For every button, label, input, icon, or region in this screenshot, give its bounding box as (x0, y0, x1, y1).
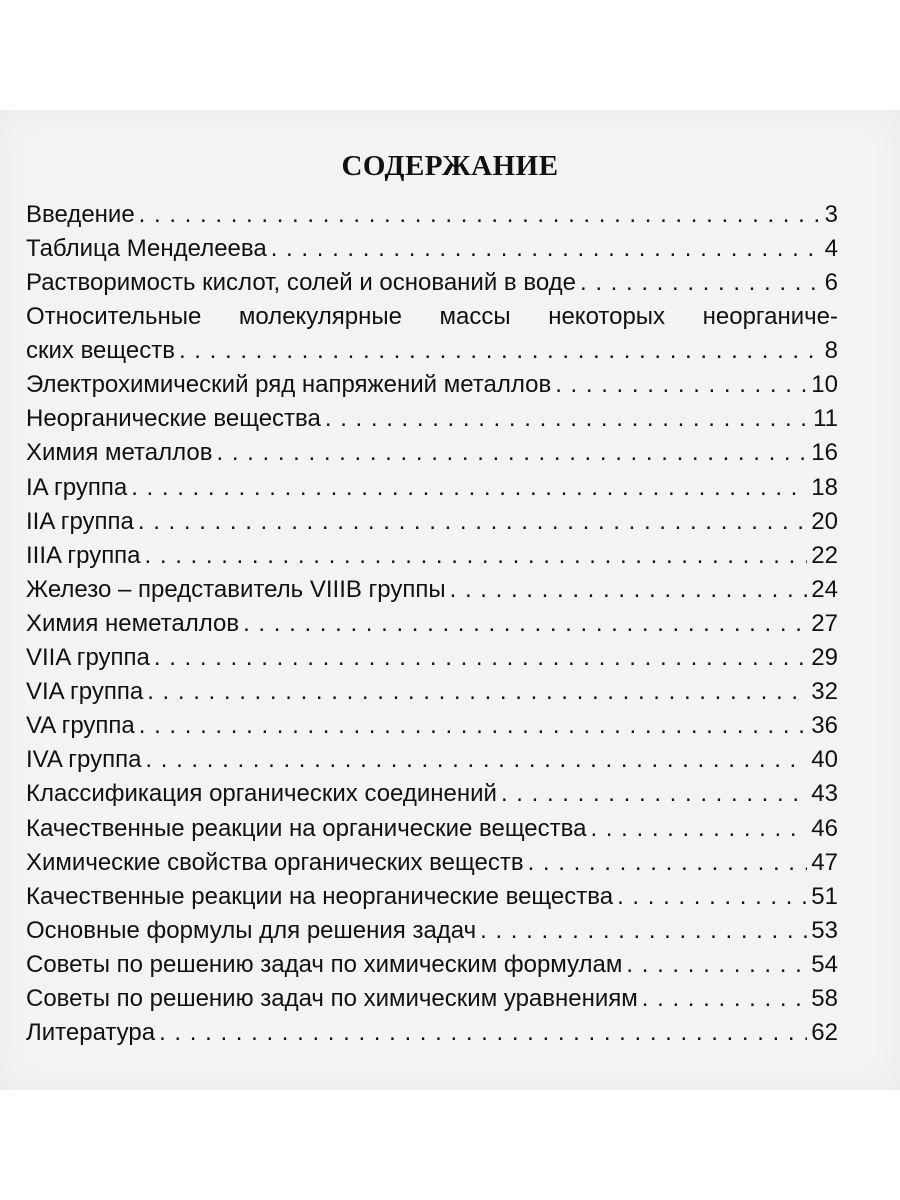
toc-page-number: 4 (824, 235, 838, 263)
dot-leader (626, 948, 807, 982)
toc-page-number: 62 (811, 1019, 838, 1047)
dot-leader (325, 402, 809, 436)
dot-leader (243, 607, 807, 641)
toc-page-number: 46 (811, 814, 838, 842)
toc-entry (26, 368, 838, 402)
toc-entry-label: IVA группа (26, 746, 142, 774)
toc-entry-label: IIA группа (26, 507, 134, 535)
toc-entry-label: Растворимость кислот, солей и оснований в воде (26, 269, 576, 297)
toc-page-number: 36 (811, 712, 838, 740)
toc-entry-label: Качественные реакции на неорганические вещества (26, 882, 614, 910)
toc-page-number: 47 (811, 848, 838, 876)
toc-entry-label: IA группа (26, 473, 128, 501)
dot-leader (216, 436, 807, 470)
toc-entry (26, 812, 838, 846)
toc-entry-label: Литература (26, 1019, 156, 1047)
toc-entry-label: Советы по решению задач по химическим уравнениям (26, 984, 638, 1012)
toc-entry-label: Советы по решению задач по химическим формулам (26, 950, 623, 978)
toc-entry-label: IIIA группа (26, 541, 141, 569)
dot-leader (145, 539, 808, 573)
dot-leader (139, 709, 808, 743)
dot-leader (271, 232, 821, 266)
toc-entry (26, 436, 838, 470)
toc-entry-label: VA группа (26, 712, 135, 740)
toc-page-number: 58 (811, 984, 838, 1012)
table-of-contents (26, 198, 838, 1050)
toc-entry (26, 607, 838, 641)
toc-page-number: 8 (824, 337, 838, 365)
toc-entry (26, 709, 838, 743)
toc-page-number: 32 (811, 678, 838, 706)
toc-entry-label: Химия металлов (26, 439, 213, 467)
toc-entry (26, 948, 838, 982)
dot-leader (450, 573, 808, 607)
toc-entry (26, 573, 838, 607)
toc-entry (26, 198, 838, 232)
dot-leader (179, 334, 821, 368)
toc-entry-label: Таблица Менделеева (26, 235, 267, 263)
toc-entry (26, 232, 838, 266)
toc-entry (26, 300, 838, 368)
dot-leader (147, 675, 807, 709)
toc-entry-label: Введение (26, 201, 135, 228)
toc-entry (26, 914, 838, 948)
toc-page-number: 20 (811, 507, 838, 535)
toc-page-number: 51 (811, 882, 838, 910)
toc-page-number: 6 (824, 269, 838, 297)
toc-page-number: 16 (811, 439, 838, 467)
dot-leader (580, 266, 821, 300)
dot-leader (154, 641, 807, 675)
toc-page-number: 53 (811, 916, 838, 944)
toc-page-number: 22 (811, 541, 838, 569)
toc-entry (26, 880, 838, 914)
toc-entry (26, 846, 838, 880)
toc-page-number: 24 (811, 575, 838, 603)
toc-entry (26, 1016, 838, 1050)
toc-entry-label: Неорганические вещества (26, 405, 321, 433)
toc-entry (26, 675, 838, 709)
toc-entry (26, 539, 838, 573)
toc-entry (26, 982, 838, 1016)
dot-leader (501, 777, 807, 811)
dot-leader (555, 368, 807, 402)
dot-leader (139, 198, 821, 232)
dot-leader (131, 471, 807, 505)
dot-leader (528, 846, 808, 880)
toc-page-number: 29 (811, 644, 838, 672)
toc-entry-label-line1: Относительные молекулярные массы некоторых неорганиче- (26, 303, 838, 331)
dot-leader (145, 743, 807, 777)
toc-entry-label-line2: ских веществ (26, 337, 175, 365)
toc-page-number: 27 (811, 609, 838, 637)
toc-entry-label: Железо – представитель VIIIB группы (26, 575, 446, 603)
toc-page-number: 40 (811, 746, 838, 774)
toc-entry (26, 266, 838, 300)
toc-entry-label: VIA группа (26, 678, 144, 706)
toc-entry-label: Качественные реакции на органические вещества (26, 814, 587, 842)
toc-entry (26, 743, 838, 777)
toc-entry (26, 641, 838, 675)
dot-leader (642, 982, 808, 1016)
toc-entry (26, 505, 838, 539)
page-title: СОДЕРЖАНИЕ (341, 150, 559, 182)
toc-page-number: 43 (811, 780, 838, 808)
toc-entry-label: Классификация органических соединений (26, 780, 497, 808)
dot-leader (480, 914, 807, 948)
toc-page-number: 11 (813, 405, 838, 433)
toc-page-number: 18 (811, 473, 838, 501)
dot-leader (159, 1016, 807, 1050)
toc-entry-label: Основные формулы для решения задач (26, 916, 477, 944)
toc-entry-label: Химические свойства органических веществ (26, 848, 524, 876)
toc-entry (26, 402, 838, 436)
toc-page-number: 3 (824, 201, 838, 228)
toc-entry-label: VIIA группа (26, 644, 150, 672)
dot-leader (617, 880, 807, 914)
toc-entry-label: Химия неметаллов (26, 609, 240, 637)
dot-leader (138, 505, 807, 539)
dot-leader (590, 812, 807, 846)
toc-entry (26, 471, 838, 505)
toc-page-number: 54 (811, 950, 838, 978)
toc-entry (26, 777, 838, 811)
toc-page-number: 10 (811, 371, 838, 399)
toc-entry-label: Электрохимический ряд напряжений металлов (26, 371, 552, 399)
